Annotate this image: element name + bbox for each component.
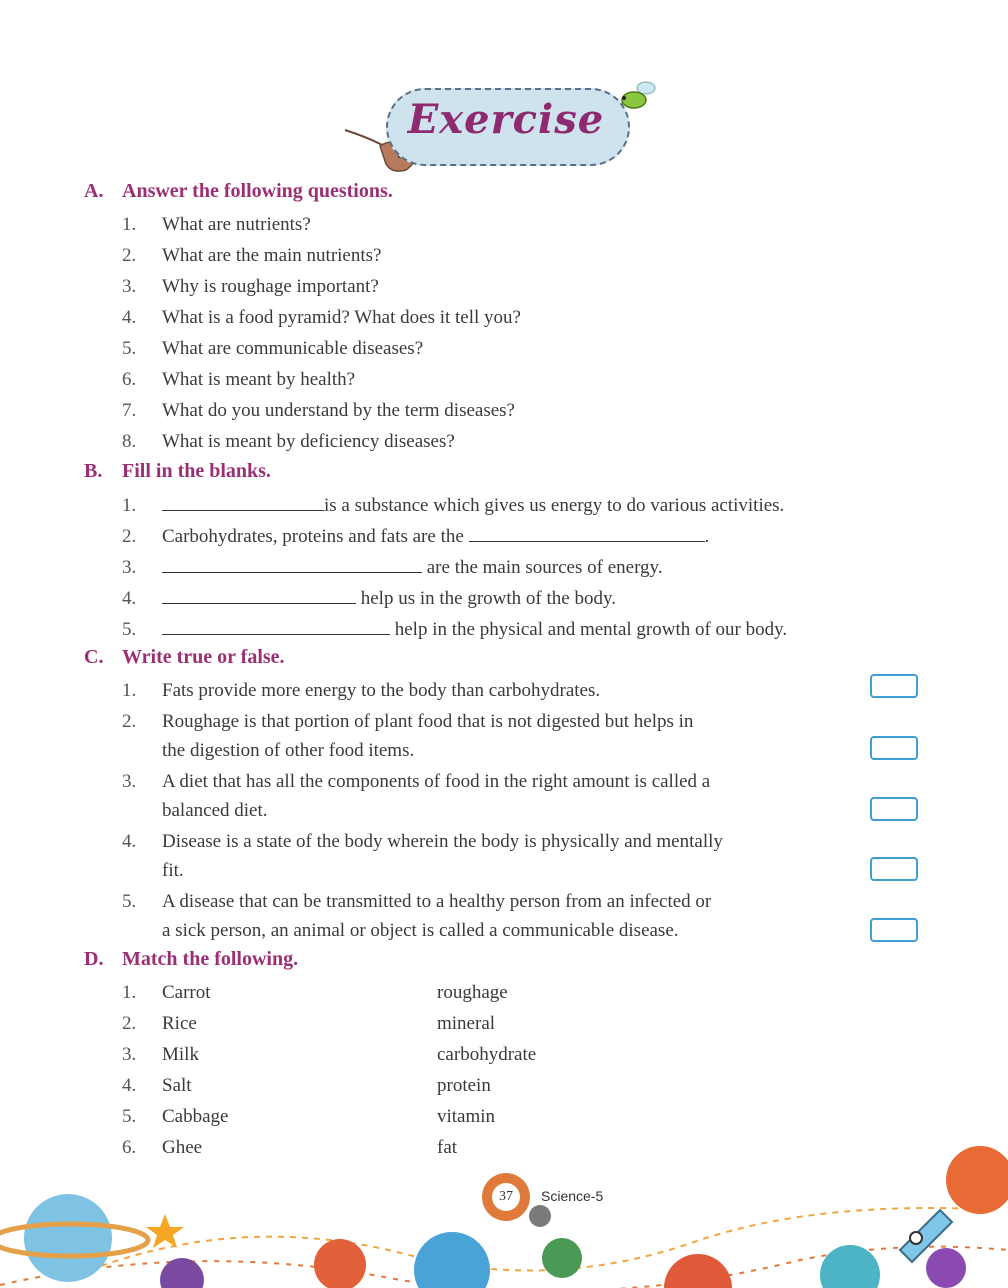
section-title: Answer the following questions. — [122, 180, 393, 202]
match-left-item — [122, 978, 211, 1007]
list-item — [122, 521, 709, 551]
statement-text: A diet that has all the components of food in the right amount is called a — [162, 771, 711, 792]
section-b-heading — [84, 460, 271, 483]
question-text: What is a food pyramid? What does it tell you? — [162, 307, 521, 328]
item-number: 2. — [122, 711, 137, 732]
section-letter: B. — [84, 460, 103, 482]
list-item-continuation — [122, 916, 679, 945]
match-term: Ghee — [162, 1137, 203, 1158]
item-number: 4. — [122, 307, 137, 328]
list-item — [122, 396, 515, 425]
question-text: What is meant by health? — [162, 369, 356, 390]
bug-icon — [608, 78, 658, 118]
item-number: 2. — [122, 526, 137, 547]
page-number: 37 — [492, 1183, 520, 1211]
match-left-item — [122, 1071, 192, 1100]
match-right-item: protein — [437, 1075, 491, 1096]
list-item — [122, 490, 784, 520]
answer-box[interactable] — [870, 797, 918, 821]
question-text: What is meant by deficiency diseases? — [162, 431, 455, 452]
item-number: 5. — [122, 891, 137, 912]
list-item — [122, 583, 616, 613]
item-number: 3. — [122, 276, 137, 297]
item-number: 3. — [122, 1044, 137, 1065]
list-item — [122, 272, 379, 301]
answer-box[interactable] — [870, 674, 918, 698]
match-right-item: mineral — [437, 1013, 496, 1034]
item-number: 6. — [122, 1137, 137, 1158]
list-item — [122, 303, 521, 332]
question-text: What are nutrients? — [162, 214, 311, 235]
item-number: 5. — [122, 338, 137, 359]
answer-box[interactable] — [870, 736, 918, 760]
list-item — [122, 614, 787, 644]
section-title: Write true or false. — [122, 646, 285, 668]
list-item — [122, 241, 381, 270]
statement-text: fit. — [162, 860, 184, 881]
list-item — [122, 427, 455, 456]
blank-line[interactable] — [162, 490, 324, 511]
blank-sentence: Carbohydrates, proteins and fats are the — [162, 526, 464, 547]
item-number: 1. — [122, 982, 137, 1003]
question-text: Why is roughage important? — [162, 276, 379, 297]
item-number: 3. — [122, 771, 137, 792]
list-item — [122, 552, 663, 582]
blank-sentence: are the main sources of energy. — [426, 557, 663, 578]
list-item — [122, 707, 693, 736]
list-item — [122, 767, 710, 796]
item-number: 6. — [122, 369, 137, 390]
statement-text: A disease that can be transmitted to a healthy person from an infected or — [162, 891, 712, 912]
statement-text: the digestion of other food items. — [162, 740, 415, 761]
item-number: 4. — [122, 831, 137, 852]
banner-title: Exercise — [407, 96, 605, 143]
blank-line[interactable] — [469, 521, 705, 542]
match-term: Carrot — [162, 982, 211, 1003]
blank-line[interactable] — [162, 583, 356, 604]
section-letter: D. — [84, 948, 104, 970]
statement-text: Fats provide more energy to the body than carbohydrates. — [162, 680, 601, 701]
item-number: 4. — [122, 588, 137, 609]
answer-box[interactable] — [870, 857, 918, 881]
question-text: What do you understand by the term diseases? — [162, 400, 515, 421]
page-number-badge — [482, 1173, 530, 1221]
item-number: 3. — [122, 557, 137, 578]
item-number: 1. — [122, 214, 137, 235]
statement-text: a sick person, an animal or object is called a communicable disease. — [162, 920, 679, 941]
match-term: Cabbage — [162, 1106, 229, 1127]
item-number: 8. — [122, 431, 137, 452]
match-right-item: fat — [437, 1137, 458, 1158]
list-item-continuation — [122, 736, 414, 765]
match-left-item — [122, 1040, 199, 1069]
blank-line[interactable] — [162, 552, 422, 573]
section-a-heading — [84, 180, 393, 203]
blank-sentence: is a substance which gives us energy to do various activities. — [324, 495, 785, 516]
section-c-heading — [84, 646, 285, 669]
match-term: Salt — [162, 1075, 192, 1096]
blank-sentence: help us in the growth of the body. — [360, 588, 616, 609]
item-number: 2. — [122, 245, 137, 266]
match-right-item: vitamin — [437, 1106, 496, 1127]
statement-text: Disease is a state of the body wherein the body is physically and mentally — [162, 831, 723, 852]
list-item — [122, 887, 711, 916]
list-item — [122, 210, 311, 239]
match-term: Milk — [162, 1044, 199, 1065]
question-text: What are communicable diseases? — [162, 338, 424, 359]
book-label: Science-5 — [541, 1188, 604, 1204]
section-letter: C. — [84, 646, 104, 668]
item-number: 4. — [122, 1075, 137, 1096]
match-term: Rice — [162, 1013, 197, 1034]
list-item-continuation — [122, 796, 268, 825]
statement-text: Roughage is that portion of plant food that is not digested but helps in — [162, 711, 694, 732]
item-number: 1. — [122, 495, 137, 516]
item-number: 2. — [122, 1013, 137, 1034]
exercise-banner — [340, 78, 660, 178]
blank-sentence: . — [704, 526, 710, 547]
question-text: What are the main nutrients? — [162, 245, 382, 266]
list-item — [122, 676, 600, 705]
list-item — [122, 334, 423, 363]
section-title: Match the following. — [122, 948, 299, 970]
list-item-continuation — [122, 856, 184, 885]
item-number: 5. — [122, 619, 137, 640]
item-number: 1. — [122, 680, 137, 701]
blank-sentence: help in the physical and mental growth of our body. — [394, 619, 788, 640]
planet-icon — [0, 1194, 148, 1282]
list-item — [122, 827, 723, 856]
section-d-heading — [84, 948, 298, 971]
section-title: Fill in the blanks. — [122, 460, 271, 482]
match-left-item — [122, 1102, 228, 1131]
blank-line[interactable] — [162, 614, 390, 635]
item-number: 5. — [122, 1106, 137, 1127]
section-letter: A. — [84, 180, 104, 202]
statement-text: balanced diet. — [162, 800, 268, 821]
item-number: 7. — [122, 400, 137, 421]
match-right-item: roughage — [437, 982, 508, 1003]
list-item — [122, 365, 355, 394]
answer-box[interactable] — [870, 918, 918, 942]
match-right-item: carbohydrate — [437, 1044, 537, 1065]
match-left-item — [122, 1009, 197, 1038]
